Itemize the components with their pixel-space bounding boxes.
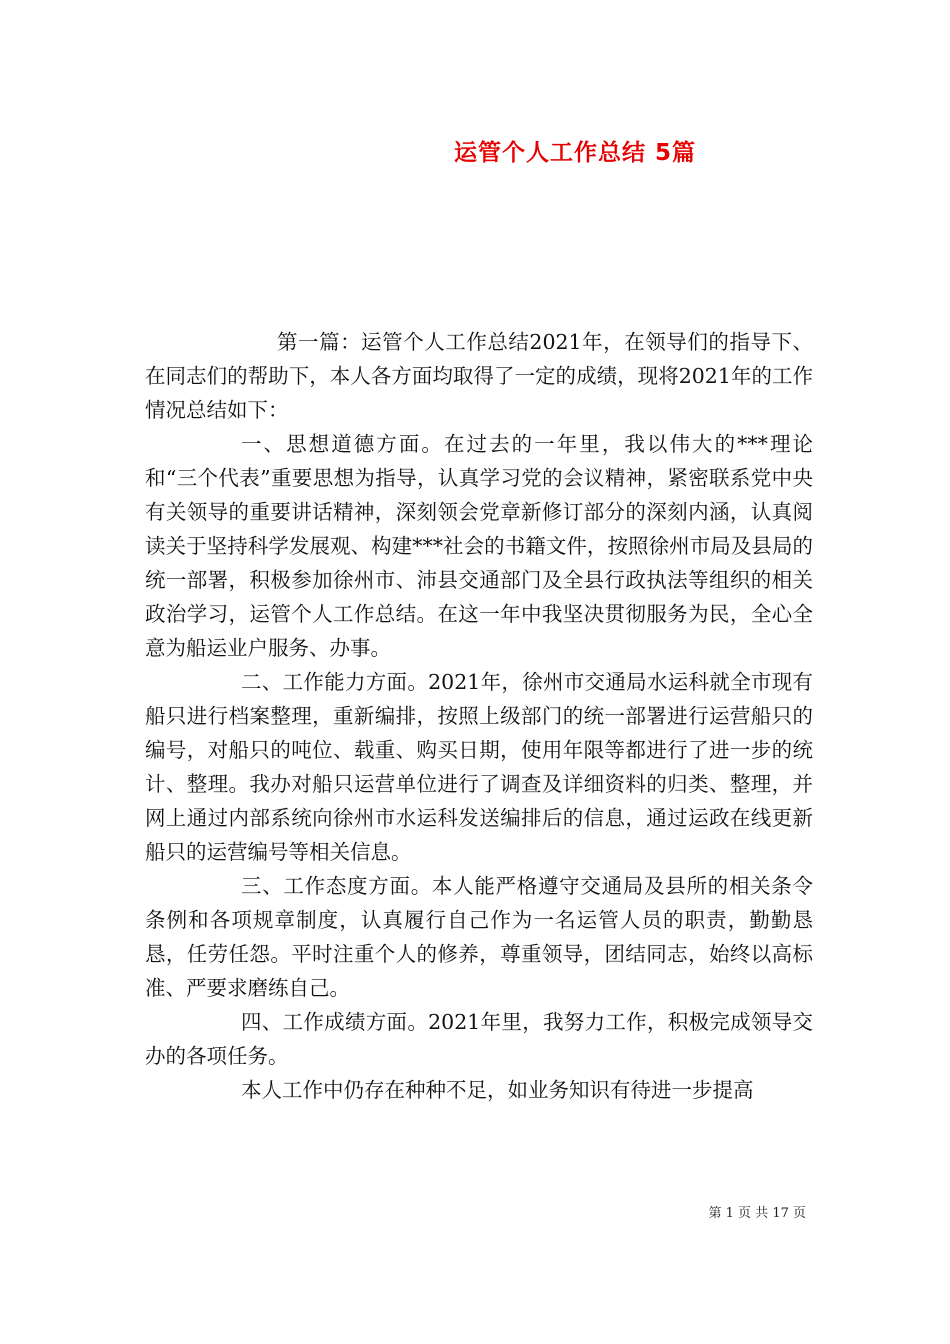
page-title: 运管个人工作总结 5篇 — [453, 140, 696, 166]
paragraph-intro: 第一篇：运管个人工作总结2021年，在领导们的指导下、在同志们的帮助下，本人各方面均取得了一定的成绩，现将2021年的工作情况总结如下： — [145, 330, 813, 422]
document-body — [145, 325, 813, 1107]
paragraph-shortcomings: 本人工作中仍存在种种不足，如业务知识有待进一步提高 — [241, 1078, 754, 1102]
paragraph-section-1: 一、思想道德方面。在过去的一年里，我以伟大的***理论和“三个代表”重要思想为指导，认真学习党的会议精神，紧密联系党中央有关领导的重要讲话精神，深刻领会党章新修订部分的深刻内涵，认真阅读关于坚持科学发展观、构建***社会的书籍文件，按照徐州市局及县局的统一部署，积极参加徐州市、沛县交通部门及全县行政执法等组织的相关政治学习，运管个人工作总结。在这一年中我坚决贯彻服务为民，全心全意为船运业户服务、办事。 — [145, 432, 813, 660]
paragraph-section-2: 二、工作能力方面。2021年，徐州市交通局水运科就全市现有船只进行档案整理，重新编排，按照上级部门的统一部署进行运营船只的编号，对船只的吨位、载重、购买日期，使用年限等都进行了进一步的统计、整理。我办对船只运营单位进行了调查及详细资料的归类、整理，并网上通过内部系统向徐州市水运科发送编排后的信息，通过运政在线更新船只的运营编号等相关信息。 — [145, 670, 813, 864]
page-number-footer: 第 1 页 共 17 页 — [708, 1206, 806, 1221]
paragraph-section-3: 三、工作态度方面。本人能严格遵守交通局及县所的相关条令条例和各项规章制度，认真履行自己作为一名运管人员的职责，勤勤恳恳，任劳任怨。平时注重个人的修养，尊重领导，团结同志，始终以高标准、严要求磨练自己。 — [145, 874, 813, 1000]
paragraph-section-4: 四、工作成绩方面。2021年里，我努力工作，积极完成领导交办的各项任务。 — [145, 1010, 813, 1068]
